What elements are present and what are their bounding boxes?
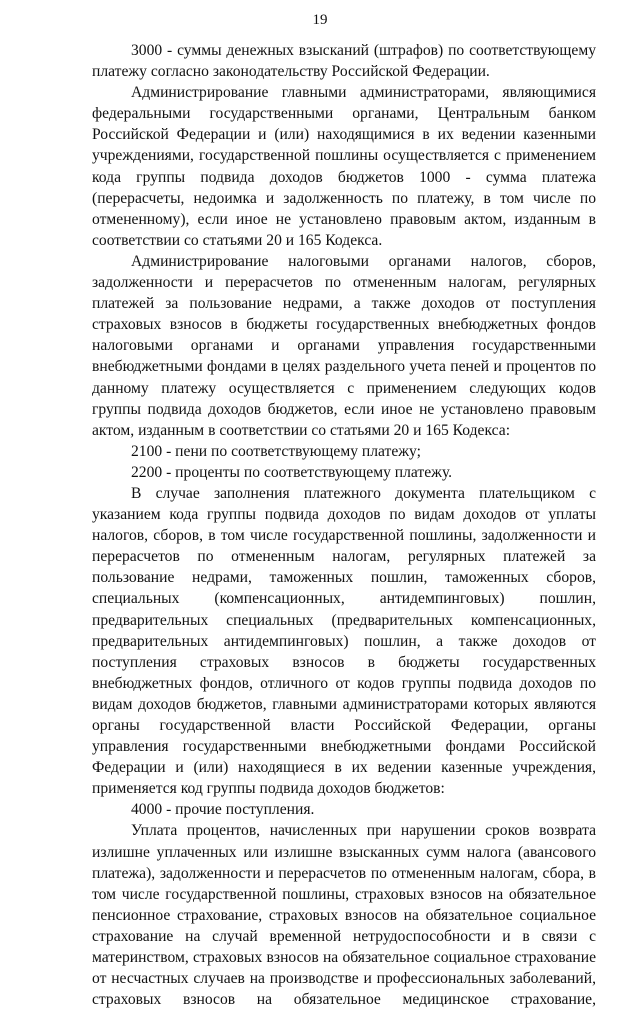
paragraph-tax-administration: Администрирование налоговыми органами налогов, сборов, задолженности и перерасчетов по отмененным налогам, регулярных платежей за пользование недрами, а также доходов от поступления страховых взносов в бюджеты государственных внебюджетных фондов налоговыми органами и органами управления государственными внебюджетными фондами в целях раздельного учета пеней и процентов по данному платежу осуществляется с применением следующих кодов группы подвида доходов бюджетов, если иное не установлено правовым актом, изданным в соответствии со статьями 20 и 165 Кодекса:: [92, 252, 596, 439]
paragraph-interest-payment: Уплата процентов, начисленных при нарушении сроков возврата излишне уплаченных или излишне взысканных сумм налога (авансового платежа), задолженности и перерасчетов по отмененным налогам, сбора, в том числе государственной пошлины, страховых взносов на обязательное пенсионное страхование, страховых взносов на обязательное социальное страхование на случай временной нетрудоспособности и в связи с материнством, страховых взносов на обязательное социальное страхование от несчастных случаев на производстве и профессиональных заболеваний, страховых взносов на обязательное медицинское страхование,: [92, 822, 596, 1009]
page-number: 19: [312, 12, 328, 28]
paragraph-code-2100: 2100 - пени по соответствующему платежу;: [131, 442, 421, 460]
paragraph-payment-document: В случае заполнения платежного документа плательщиком с указанием кода группы подвида доходов по видам доходов от уплаты налогов, сборов, в том числе государственной пошлины, задолженности и перерасчетов по отмененным налогам, регулярных платежей за пользование недрами, таможенных пошлин, таможенных сборов, специальных (компенсационных, антидемпинговых) пошлин, предварительных специальных (предварительных компенсационных, предварительных антидемпинговых) пошлин, а также доходов от поступления страховых взносов в бюджеты государственных внебюджетных фондов, отличного от кодов группы подвида доходов по видам доходов бюджетов, главными администраторами которых являются органы государственной власти Российской Федерации, органы управления государственными внебюджетными фондами Российской Федерации и (или) находящиеся в их ведении казенные учреждения, применяется код группы подвида доходов бюджетов:: [92, 484, 596, 798]
paragraph-code-3000: 3000 - суммы денежных взысканий (штрафов) по соответствующему платежу согласно законодательству Российской Федерации.: [92, 42, 596, 81]
paragraph-code-4000: 4000 - прочие поступления.: [131, 801, 315, 819]
document-body: [92, 40, 596, 1010]
paragraph-code-2200: 2200 - проценты по соответствующему платежу.: [131, 463, 453, 481]
paragraph-state-duty-administration: Администрирование главными администраторами, являющимися федеральными государственными органами, Центральным банком Российской Федерации и (или) находящимися в их ведении казенными учреждениями, государственной пошлины осуществляется с применением кода группы подвида доходов бюджетов 1000 - сумма платежа (перерасчеты, недоимка и задолженность по платежу, в том числе по отмененному), если иное не установлено правовым актом, изданным в соответствии со статьями 20 и 165 Кодекса.: [92, 84, 596, 249]
